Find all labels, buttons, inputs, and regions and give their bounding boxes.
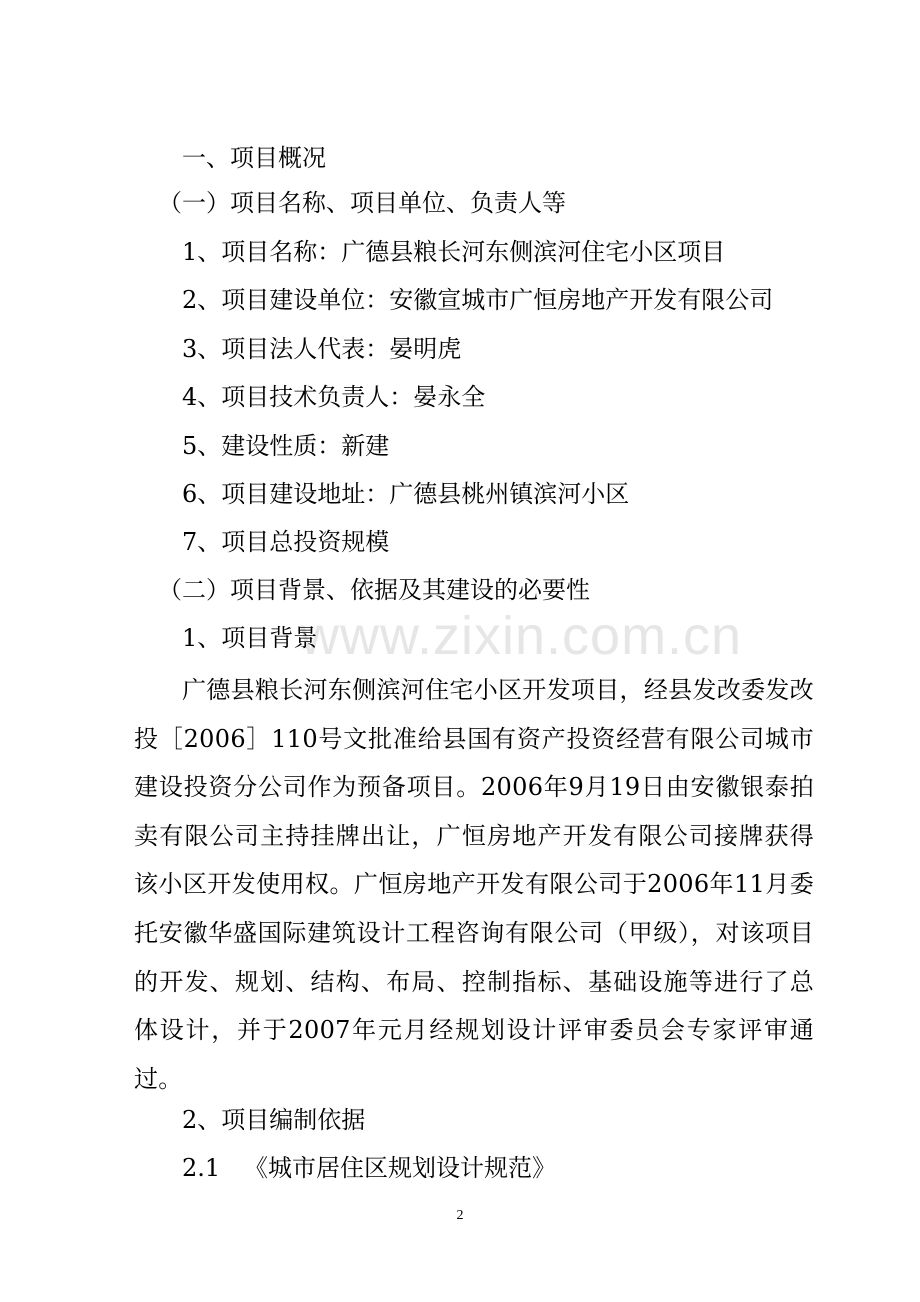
item-total-investment: 7、项目总投资规模	[182, 528, 390, 556]
watermark: www.zixin.com.cn	[300, 606, 743, 666]
spec-title: 《城市居住区规划设计规范》	[244, 1154, 556, 1182]
section-heading-1: 一、项目概况	[182, 144, 326, 172]
item-technical-lead: 4、项目技术负责人：晏永全	[182, 383, 486, 411]
item-legal-representative: 3、项目法人代表：晏明虎	[182, 335, 462, 363]
background-heading: 1、项目背景	[182, 624, 318, 652]
page-number: 2	[456, 1208, 464, 1223]
item-construction-unit: 2、项目建设单位：安徽宣城市广恒房地产开发有限公司	[182, 286, 774, 314]
item-project-name: 1、项目名称：广德县粮长河东侧滨河住宅小区项目	[182, 238, 726, 266]
spec-number: 2.1	[182, 1154, 221, 1182]
subsection-heading-1: （一）项目名称、项目单位、负责人等	[158, 189, 566, 217]
basis-heading: 2、项目编制依据	[182, 1106, 366, 1134]
item-construction-nature: 5、建设性质：新建	[182, 432, 390, 460]
background-paragraph: 广德县粮长河东侧滨河住宅小区开发项目，经县发改委发改投［2006］110号文批准给县国有资产投资经营有限公司城市建设投资分公司作为预备项目。2006年9月19日由安徽银泰拍卖有限公司主持挂牌出让，广恒房地产开发有限公司接牌获得该小区开发使用权。广恒房地产开发有限公司于2006年11月委托安徽华盛国际建筑设计工程咨询有限公司（甲级），对该项目的开发、规划、结构、布局、控制指标、基础设施等进行了总体设计，并于2007年元月经规划设计评审委员会专家评审通过。	[134, 676, 814, 1093]
spec-item	[182, 1148, 556, 1188]
subsection-heading-2: （二）项目背景、依据及其建设的必要性	[158, 576, 590, 604]
item-construction-address: 6、项目建设地址：广德县桃州镇滨河小区	[182, 480, 630, 508]
